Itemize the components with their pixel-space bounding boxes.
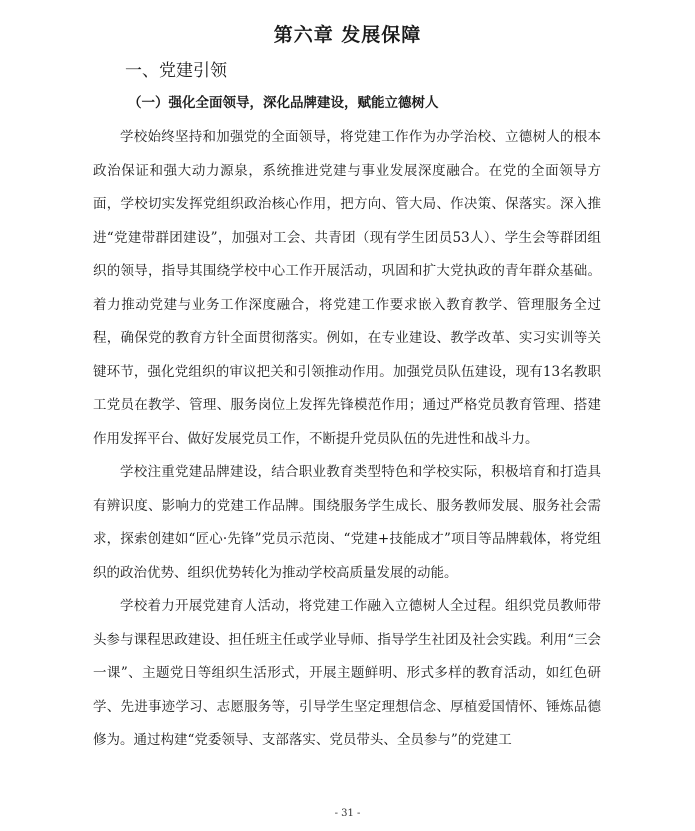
paragraph-3: 学校着力开展党建育人活动，将党建工作融入立德树人全过程。组织党员教师带头参与课程思政建设、担任班主任或学业导师、指导学生社团及社会实践。利用“三会一课”、主题党日等组织生活形式，开展主题鲜明、形式多样的教育活动，如红色研学、先进事迹学习、志愿服务等，引导学生坚定理想信念、厚植爱国情怀、锤炼品德修为。通过构建“党委领导、支部落实、党员带头、全员参与”的党建工	[93, 598, 601, 748]
chapter-title: 第六章 发展保障	[273, 24, 422, 46]
body-text	[93, 121, 601, 758]
page-number: - 31 -	[334, 808, 361, 819]
paragraph-1: 学校始终坚持和加强党的全面领导，将党建工作作为办学治校、立德树人的根本政治保证和强大动力源泉，系统推进党建与事业发展深度融合。在党的全面领导方面，学校切实发挥党组织政治核心作用，把方向、管大局、作决策、保落实。深入推进“党建带群团建设”，加强对工会、共青团（现有学生团员53人）、学生会等群团组织的领导，指导其围绕学校中心工作开展活动，巩固和扩大党执政的青年群众基础。着力推动党建与业务工作深度融合，将党建工作要求嵌入教育教学、管理服务全过程，确保党的教育方针全面贯彻落实。例如，在专业建设、教学改革、实习实训等关键环节，强化党组织的审议把关和引领推动作用。加强党员队伍建设，现有13名教职工党员在教学、管理、服务岗位上发挥先锋模范作用；通过严格党员教育管理、搭建作用发挥平台、做好发展党员工作，不断提升党员队伍的先进性和战斗力。	[93, 129, 601, 447]
section-title: 一、党建引领	[125, 61, 227, 81]
subsection-title: （一）强化全面领导，深化品牌建设，赋能立德树人	[128, 95, 439, 111]
paragraph-2: 学校注重党建品牌建设，结合职业教育类型特色和学校实际，积极培育和打造具有辨识度、影响力的党建工作品牌。围绕服务学生成长、服务教师发展、服务社会需求，探索创建如“匠心·先锋”党员示范岗、“党建+技能成才”项目等品牌载体，将党组织的政治优势、组织优势转化为推动学校高质量发展的动能。	[93, 464, 601, 581]
